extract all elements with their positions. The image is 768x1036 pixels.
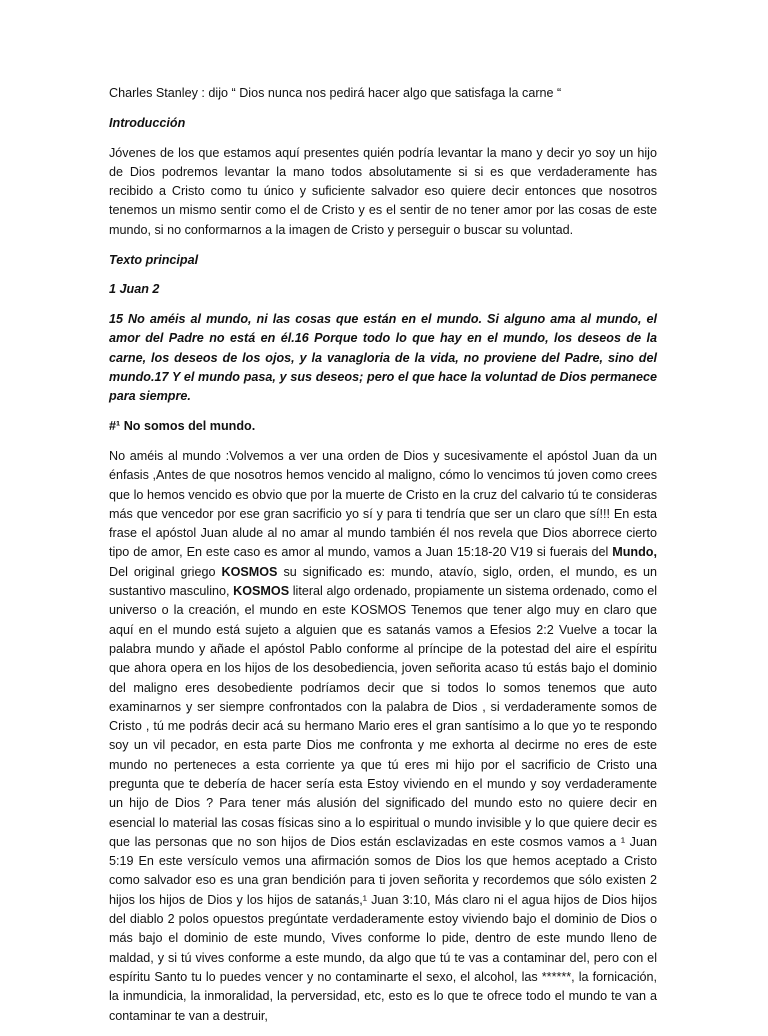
intro-paragraph: Jóvenes de los que estamos aquí presentes quién podría levantar la mano y decir yo soy un hijo de Dios podremos levantar la mano todos absolutamente si si es que verdaderamente has recibido a Cristo como tu único y suficiente salvador eso quiere decir entonces que nosotros tenemos un mismo sentir como el de Cristo y es el sentir de no tener amor por las cosas de este mundo, si no conformarnos a la imagen de Cristo y perseguir o buscar su voluntad. xyxy=(109,145,657,237)
quote-line: Charles Stanley : dijo “ Dios nunca nos pedirá hacer algo que satisfaga la carne “ xyxy=(109,86,562,100)
main-text-heading: Texto principal xyxy=(109,252,199,267)
body-bold-kosmos-2: KOSMOS xyxy=(233,584,290,599)
body-paragraph xyxy=(109,447,657,1026)
body-text-part-2: Del original griego xyxy=(109,564,222,579)
body-text-part-3: su significado es: mundo, atavío, siglo, orden, el mundo, es un sustantivo masculino, xyxy=(109,564,657,599)
intro-heading: Introducción xyxy=(109,115,186,130)
point-heading: #¹ No somos del mundo. xyxy=(109,419,256,434)
body-text-part-1: No améis al mundo :Volvemos a ver una orden de Dios y sucesivamente el apóstol Juan da un énfasis ,Antes de que nosotros hemos vencido al maligno, cómo lo vencimos tú joven como crees que lo hemos vencido es obvio que por la muerte de Cristo en la cruz del calvario tú te consideras más que vencedor por ese gran sacrificio yo sí y para ti tendría que ser un claro que sí!!! En esta frase el apóstol Juan alude al no amar al mundo también él nos revela que Dios aborrece cierto tipo de amor, En este caso es amor al mundo, vamos a Juan 15:18-20 V19 si fuerais del xyxy=(109,448,657,560)
scripture-verses: 15 No améis al mundo, ni las cosas que están en el mundo. Si alguno ama al mundo, el amor del Padre no está en él.16 Porque todo lo que hay en el mundo, los deseos de la carne, los deseos de los ojos, y la vanagloria de la vida, no proviene del Padre, sino del mundo.17 Y el mundo pasa, y sus deseos; pero el que hace la voluntad de Dios permanece para siempre. xyxy=(109,312,657,404)
body-bold-kosmos-1: KOSMOS xyxy=(221,564,278,579)
document-page xyxy=(109,84,657,1036)
body-text-part-4: literal algo ordenado, propiamente un sistema ordenado, como el universo o la creación, el mundo en este KOSMOS Tenemos que tener algo muy en claro que aquí en el mundo está sujeto a alguien que es satanás vamos a Efesios 2:2 Vuelve a tocar la palabra mundo y añade el apóstol Pablo conforme al príncipe de la potestad del aire el espíritu que ahora opera en los hijos de los desobediencia, joven señorita acaso tú estás bajo el dominio del maligno eres desobediente podríamos decir que si todos lo somos tenemos que auto examinarnos y ser siempre confrontados con la palabra de Dios , si verdaderamente somos de Cristo , tú me podrás decir acá su hermano Mario eres el gran santísimo a lo que yo te respondo soy un vil pecador, en esta parte Dios me confronta y me exhorta al decirme no eres de este mundo no perteneces a esta corriente ya que tú eres mi hijo por el sacrificio de Cristo una pregunta que te debería de hacer sería esta Estoy viviendo en el mundo y soy verdaderamente un hijo de Dios ? Para tener más alusión del significado del mundo esto no quiere decir en esencial lo material las cosas físicas sino a lo espiritual o mundo invisible y lo que quiere decir es que las personas que no son hijos de Dios están esclavizadas en este cosmos vamos a ¹ Juan 5:19 En este versículo vemos una afirmación somos de Dios los que hemos aceptado a Cristo como salvador eso es una gran bendición para ti joven señorita y recordemos que sólo existen 2 hijos los hijos de Dios y los hijos de satanás,¹ Juan 3:10, Más claro ni el agua hijos de Dios hijos del diablo 2 polos opuestos pregúntate verdaderamente estoy viviendo bajo el dominio de Dios o más bajo el dominio de este mundo, Vives conforme lo pide, dentro de este mundo lleno de maldad, y si tú vives conforme a este mundo, da algo que tú te vas a contaminar del, pero con el espíritu Santo tu lo puedes vencer y no contaminarte el sexo, el alcohol, las ******, la fornicación, la inmundicia, la inmoralidad, la perversidad, etc, esto es lo que te ofrece todo el mundo te van a contaminar te van a destruir, xyxy=(109,584,658,1023)
body-bold-mundo: Mundo, xyxy=(612,545,657,560)
scripture-reference: 1 Juan 2 xyxy=(109,282,160,297)
